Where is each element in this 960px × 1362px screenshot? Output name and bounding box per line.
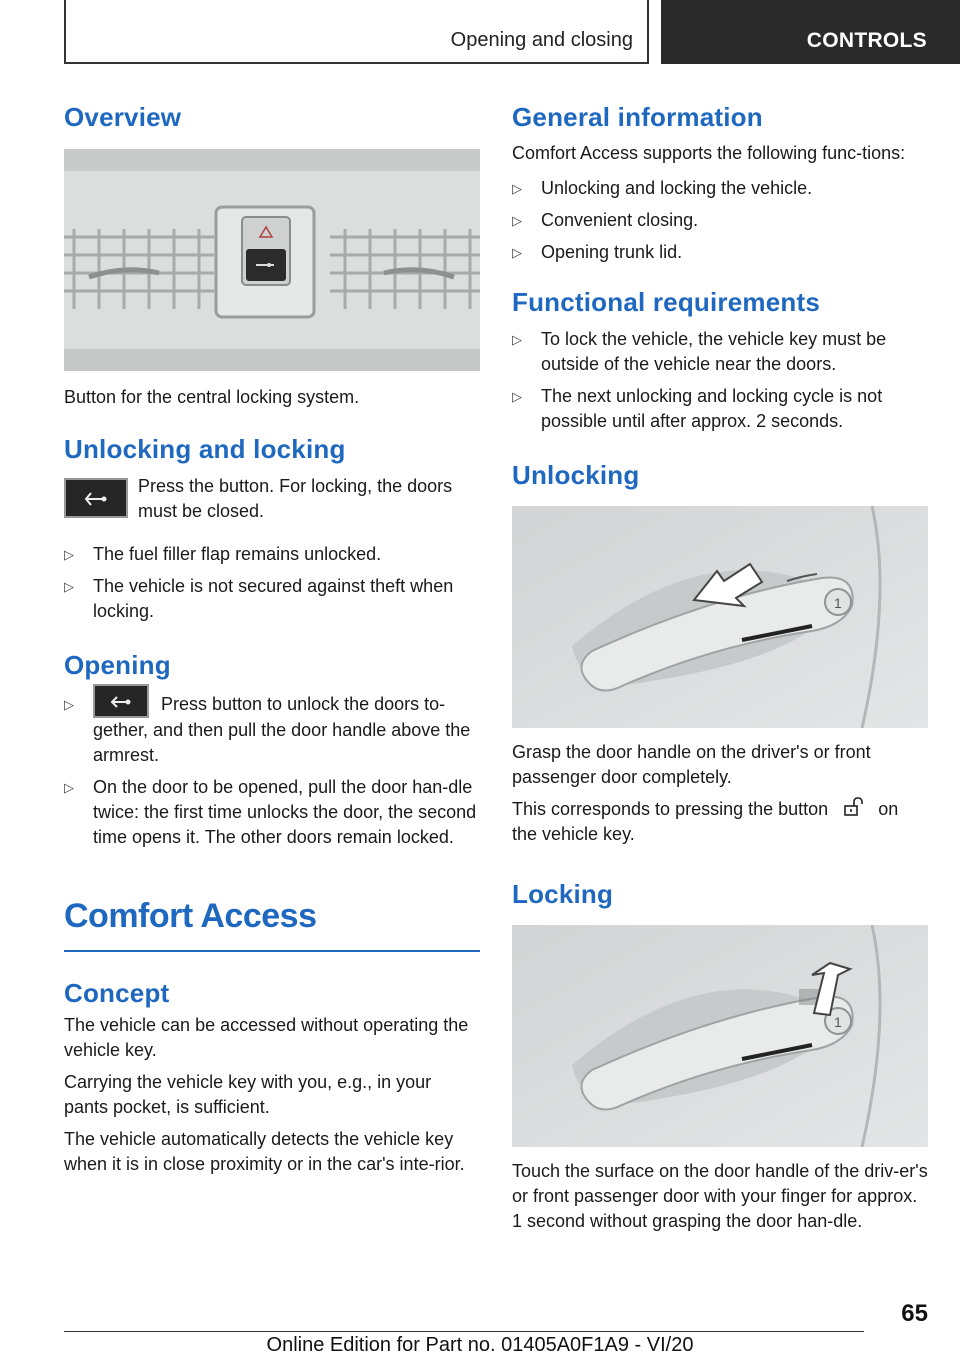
triangle-bullet-icon: ▷ [64,697,74,712]
header-section-box [64,0,649,64]
door-handle-unlock-image [512,506,928,728]
list-item: ▷ On the door to be opened, pull the door han-dle twice: the first time unlocks the door, the second time opens it. The other doors remain locked. [64,777,477,848]
unlock-key-icon [839,797,867,815]
svg-text:1: 1 [834,595,842,611]
concept-para-2: Carrying the vehicle key with you, e.g., in your pants pocket, is sufficient. [64,1072,432,1118]
central-locking-panel-image [64,149,480,371]
concept-para-1: The vehicle can be accessed without operating the vehicle key. [64,1015,469,1061]
page-number: 65 [901,1300,928,1327]
list-item: ▷ To lock the vehicle, the vehicle key must be outside of the vehicle near the doors. [512,329,887,374]
comfort-access-heading: Comfort Access [64,897,317,936]
triangle-bullet-icon: ▷ [64,579,74,594]
header-section-title: Opening and closing [450,29,633,51]
triangle-bullet-icon: ▷ [64,780,74,796]
overview-caption: Button for the central locking system. [64,387,360,407]
list-item: ▷ The fuel filler flap remains unlocked. [64,542,480,567]
left-column [64,100,480,1177]
locking-para-1: Touch the surface on the door handle of the driv-er's or front passenger door with your finger for approx. 1 second without grasping the door han-dle. [512,1161,928,1231]
unlock-lock-row [64,474,480,524]
door-handle-lock-image [512,925,928,1147]
right-column [512,100,928,1234]
unlock-lock-heading: Unlocking and locking [64,434,346,464]
lock-button-icon [93,684,149,718]
triangle-bullet-icon: ▷ [512,181,522,196]
unlocking-heading: Unlocking [512,460,640,490]
unlock-lock-list [64,542,480,624]
lock-button-icon [64,478,128,518]
general-info-list [512,176,928,265]
list-item: ▷ Convenient closing. [512,208,928,233]
footer-edition: Online Edition for Part no. 01405A0F1A9 - VI/20 [266,1334,694,1356]
unlock-lock-text: Press the button. For locking, the doors must be closed. [138,476,453,521]
opening-heading: Opening [64,650,171,680]
header-chapter-box [661,0,960,64]
overview-heading: Overview [64,102,182,132]
triangle-bullet-icon: ▷ [64,547,74,562]
locking-heading: Locking [512,879,614,909]
list-item: ▷ Unlocking and locking the vehicle. [512,176,928,201]
triangle-bullet-icon: ▷ [512,389,522,404]
triangle-bullet-icon: ▷ [512,332,522,347]
list-item: ▷ Press button to unlock the doors to-gether, and then pull the door handle above the armrest. [64,692,480,768]
concept-heading: Concept [64,978,170,1009]
unlocking-para-2: This corresponds to pressing the button on the vehicle key. [512,799,899,844]
svg-text:1: 1 [834,1014,842,1030]
opening-list [64,692,480,850]
functional-req-heading: Functional requirements [512,287,820,317]
list-item: ▷ The vehicle is not secured against theft when locking. [64,576,454,621]
triangle-bullet-icon: ▷ [512,245,522,260]
heading-rule [64,950,480,952]
functional-req-list [512,327,928,434]
concept-para-3: The vehicle automatically detects the vehicle key when it is in close proximity or in the car's inte-rior. [64,1129,465,1175]
footer-rule [64,1331,864,1332]
list-item: ▷ Opening trunk lid. [512,240,928,265]
triangle-bullet-icon: ▷ [512,213,522,228]
header-chapter-title: CONTROLS [806,29,927,52]
general-info-heading: General information [512,102,763,132]
unlocking-para-1: Grasp the door handle on the driver's or front passenger door completely. [512,742,871,787]
general-info-text: Comfort Access supports the following func-tions: [512,143,906,163]
list-item: ▷ The next unlocking and locking cycle is not possible until after approx. 2 seconds. [512,386,883,431]
